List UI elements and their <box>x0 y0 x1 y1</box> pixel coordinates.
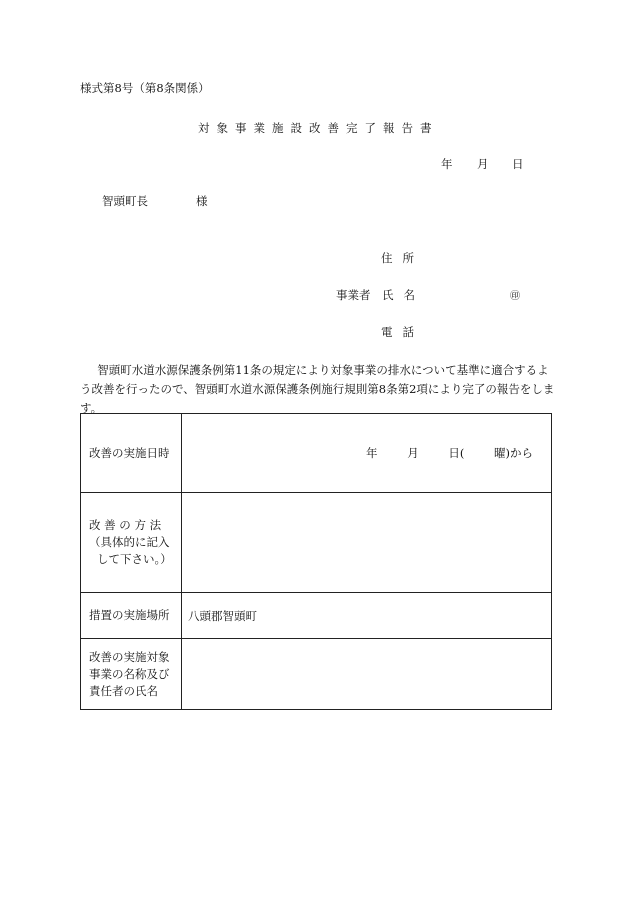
addressee-suffix: 様 <box>196 194 208 208</box>
table-row <box>81 593 552 639</box>
target-label-line2: 事業の名称及び <box>89 666 170 681</box>
address-label: 住所 <box>381 251 424 265</box>
table-row <box>81 493 552 593</box>
business-operator-label: 事業者 <box>336 288 371 302</box>
table-row <box>81 639 552 710</box>
improvement-method-field[interactable] <box>182 493 552 593</box>
report-table <box>80 413 552 710</box>
addressee-name: 智頭町長 <box>102 194 148 208</box>
document-title: 対象事業施設改善完了報告書 <box>198 121 439 135</box>
target-label-line3: 責任者の氏名 <box>89 683 158 698</box>
phone-label: 電話 <box>381 325 424 339</box>
form-number: 様式第8号（第8条関係） <box>80 81 210 95</box>
method-label-line3: して下さい。） <box>97 552 172 566</box>
seal-mark: ㊞ <box>510 291 520 302</box>
method-label-line1: 改 善 の 方 法 <box>89 518 162 532</box>
target-business-label <box>81 639 182 710</box>
impl-weekday-label: 曜)から <box>494 446 533 460</box>
date-day-label: 日 <box>512 157 524 171</box>
target-label-line1: 改善の実施対象 <box>89 649 170 664</box>
impl-month-label: 月 <box>407 446 419 460</box>
date-year-label: 年 <box>441 157 453 171</box>
impl-day-label: 日( <box>448 446 465 460</box>
implementation-date-label: 改善の実施日時 <box>81 414 182 493</box>
report-body-text: 智頭町水道水源保護条例第11条の規定により対象事業の排水について基準に適合するよう改善を行ったので、智頭町水道水源保護条例施行規則第8条第2項により完了の報告をします。 <box>80 363 555 415</box>
name-label: 氏名 <box>382 288 425 302</box>
implementation-place-field[interactable]: 八頭郡智頭町 <box>182 593 552 639</box>
date-month-label: 月 <box>477 157 489 171</box>
impl-year-label: 年 <box>366 446 378 460</box>
table-row <box>81 414 552 493</box>
target-business-field[interactable] <box>182 639 552 710</box>
implementation-date-field[interactable] <box>182 414 552 493</box>
method-label-line2: （具体的に記入 <box>89 535 170 549</box>
implementation-place-label: 措置の実施場所 <box>81 593 182 639</box>
improvement-method-label <box>81 493 182 593</box>
